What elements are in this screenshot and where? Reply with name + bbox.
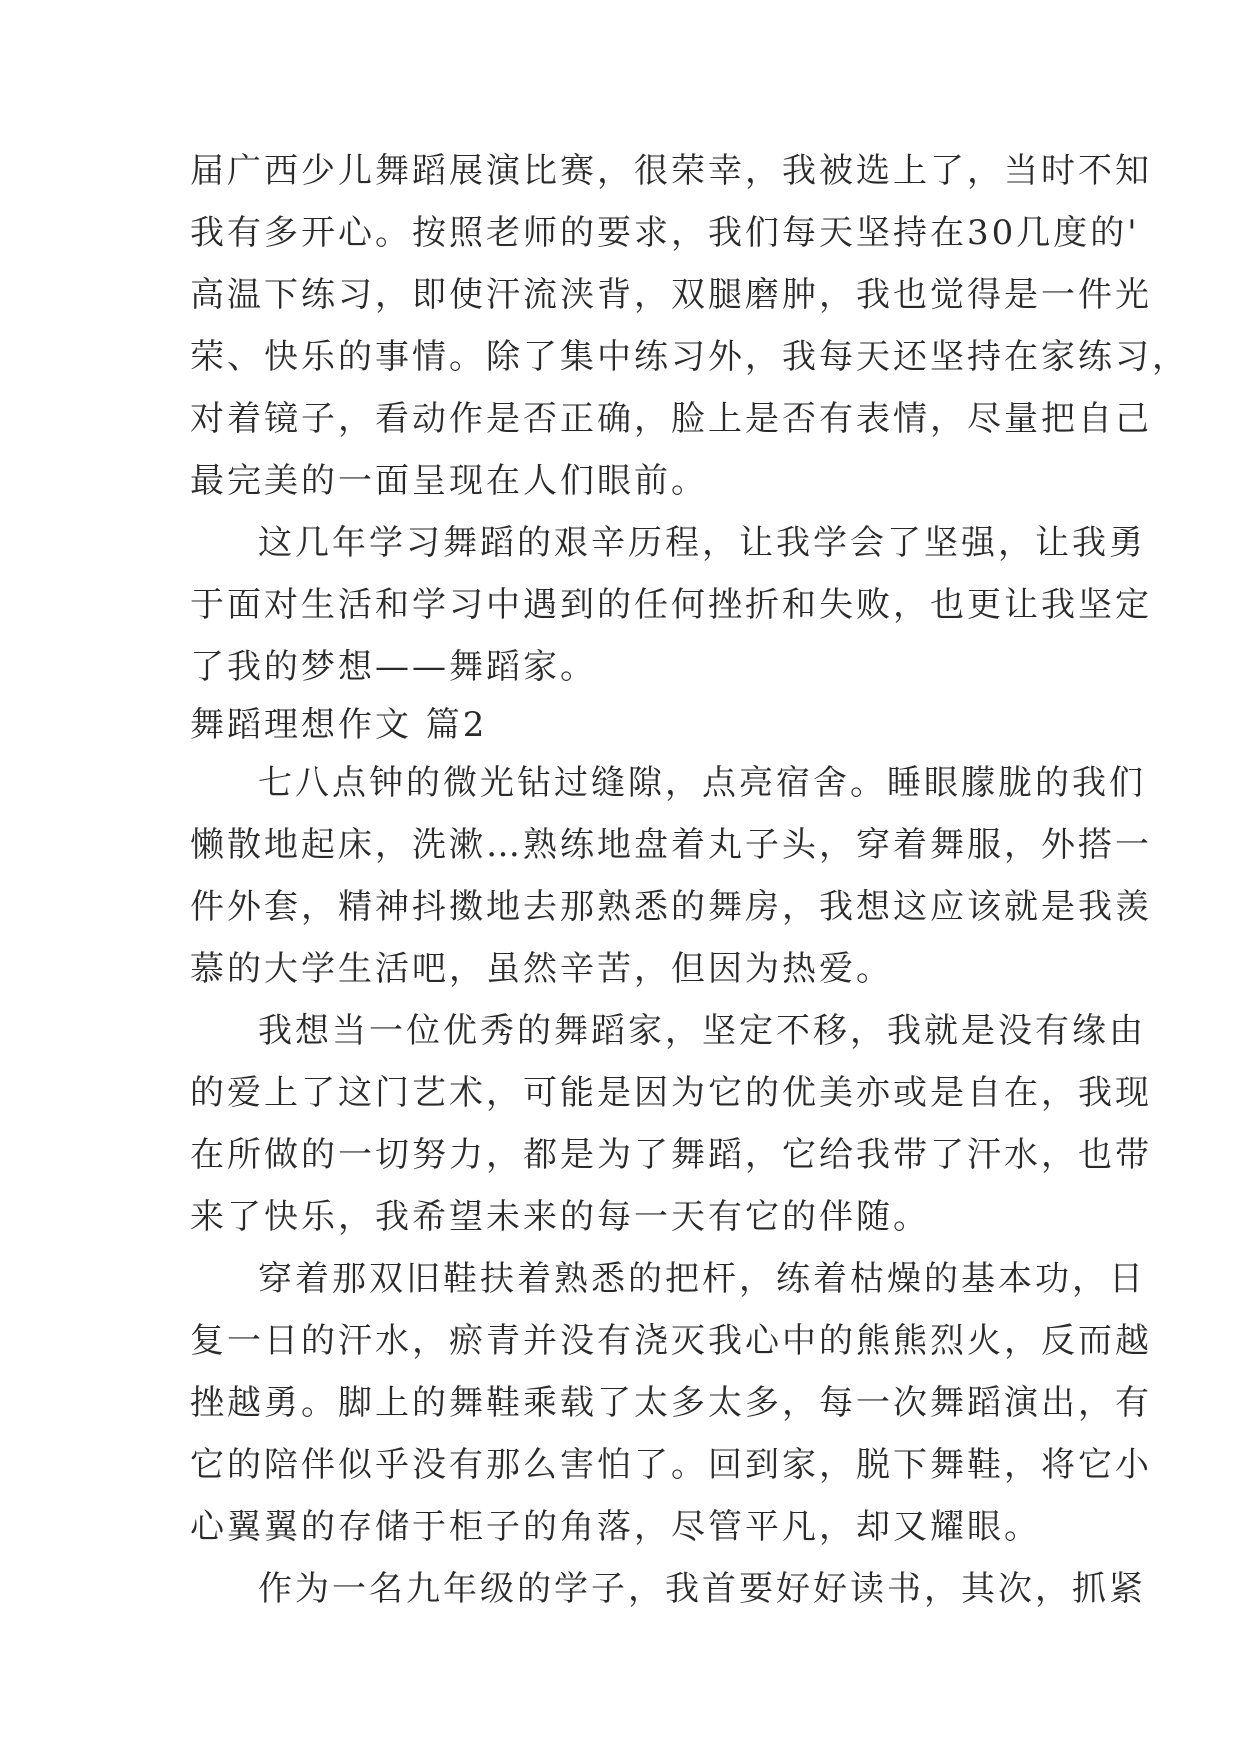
text-line: 慕的大学生活吧，虽然辛苦，但因为热爱。 [190,949,893,989]
paragraph-first-line: 七八点钟的微光钻过缝隙，点亮宿舍。睡眼朦胧的我们 [258,763,1146,803]
text-line: 件外套，精神抖擞地去那熟悉的舞房，我想这应该就是我羡 [190,887,1152,927]
text-line: 的爱上了这门艺术，可能是因为它的优美亦或是自在，我现 [190,1073,1152,1113]
document-body [190,140,1189,1620]
text-line: 来了快乐，我希望未来的每一天有它的伴随。 [190,1197,930,1237]
text-line: 它的陪伴似乎没有那么害怕了。回到家，脱下舞鞋，将它小 [190,1445,1152,1485]
paragraph-first-line: 穿着那双旧鞋扶着熟悉的把杆，练着枯燥的基本功，日 [258,1259,1146,1299]
text-line: 复一日的汗水，瘀青并没有浇灭我心中的熊熊烈火，反而越 [190,1321,1152,1361]
text-line: 挫越勇。脚上的舞鞋乘载了太多太多，每一次舞蹈演出，有 [190,1383,1152,1423]
section-heading: 舞蹈理想作文 篇2 [190,705,488,745]
paragraph-first-line: 我想当一位优秀的舞蹈家，坚定不移，我就是没有缘由 [258,1011,1146,1051]
text-line: 心翼翼的存储于柜子的角落，尽管平凡，却又耀眼。 [190,1507,1041,1547]
text-line: 懒散地起床，洗漱…熟练地盘着丸子头，穿着舞服，外搭一 [190,825,1152,865]
text-line: 了我的梦想——舞蹈家。 [190,647,597,687]
text-line: 届广西少儿舞蹈展演比赛，很荣幸，我被选上了，当时不知 [190,151,1152,191]
text-line: 荣、快乐的事情。除了集中练习外，我每天还坚持在家练习， [190,337,1189,377]
text-line: 于面对生活和学习中遇到的任何挫折和失败，也更让我坚定 [190,585,1152,625]
paragraph-first-line: 这几年学习舞蹈的艰辛历程，让我学会了坚强，让我勇 [258,523,1146,563]
paragraph-first-line: 作为一名九年级的学子，我首要好好读书，其次，抓紧 [258,1569,1146,1609]
text-line: 高温下练习，即使汗流浃背，双腿磨肿，我也觉得是一件光 [190,275,1152,315]
text-line: 最完美的一面呈现在人们眼前。 [190,461,708,501]
text-line: 对着镜子，看动作是否正确，脸上是否有表情，尽量把自己 [190,399,1152,439]
text-line: 我有多开心。按照老师的要求，我们每天坚持在30几度的' [190,213,1140,253]
text-line: 在所做的一切努力，都是为了舞蹈，它给我带了汗水，也带 [190,1135,1152,1175]
